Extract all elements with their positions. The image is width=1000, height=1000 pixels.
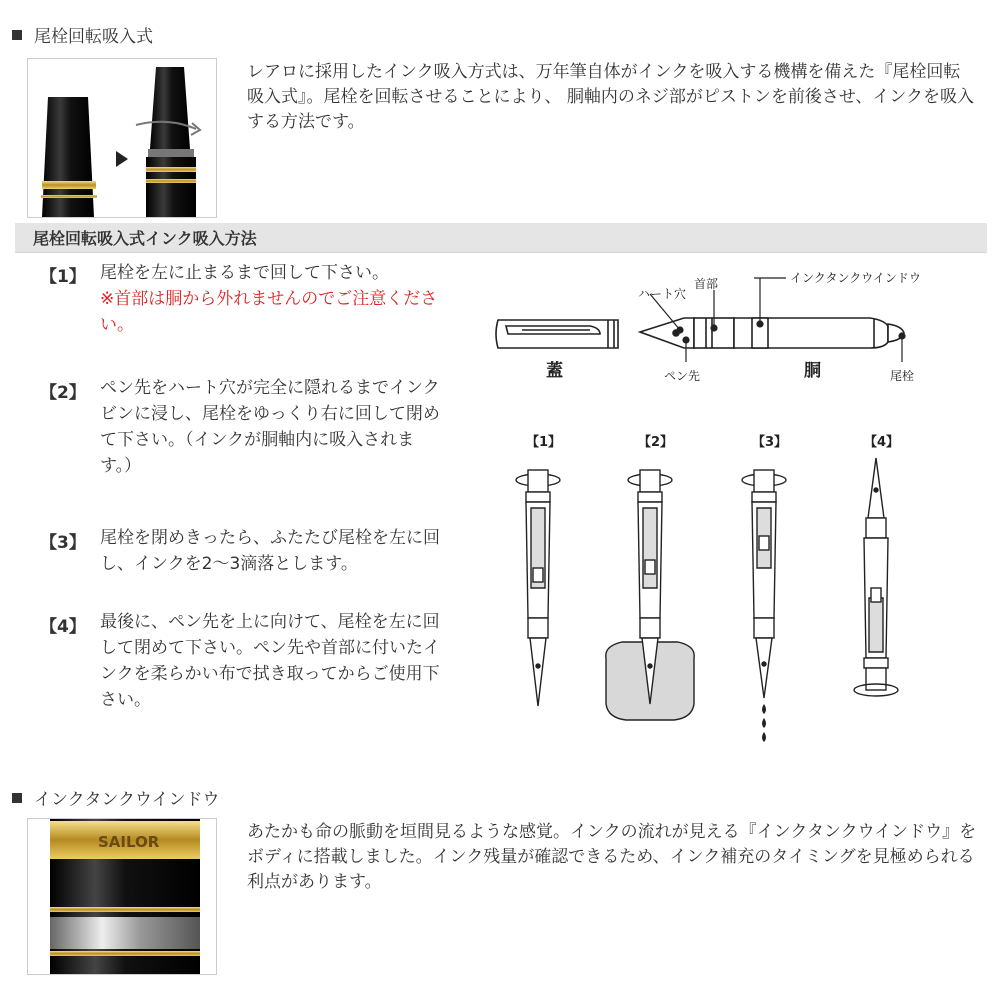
step-1-text [100,260,445,338]
ink-drops [762,704,766,742]
label-window: インクタンクウインドウ [790,271,921,285]
step-2-text: ペン先をハート穴が完全に隠れるまでインクビンに浸し、尾栓をゆっくり右に回して閉めて下さい。（インクが胴軸内に吸入されます。） [100,378,440,476]
diagram-step-3-label: 【3】 [752,435,788,450]
label-grip: 首部 [694,277,719,291]
method-heading-bar [15,223,987,253]
pen-step-2 [606,470,694,720]
step-4-number: 【4】 [40,617,86,637]
label-nib: ペン先 [664,369,701,383]
label-tail: 尾栓 [890,369,915,383]
label-cap: 蓋 [546,361,563,381]
ring-engraving: SAILOR [98,833,160,851]
step-1-instruction: 尾栓を左に止まるまで回して下さい。 [100,263,389,283]
bullet-square-icon [12,30,22,40]
diagram-step-4-label: 【4】 [864,435,900,450]
diagram-step-2-label: 【2】 [638,435,674,450]
step-2-number: 【2】 [40,383,86,403]
bullet-square-icon [12,793,22,803]
diagram-step-1-label: 【1】 [526,435,562,450]
section-title: インクタンクウインドウ [34,790,220,810]
method-title: 尾栓回転吸入式インク吸入方法 [33,229,257,248]
section-heading-piston [12,22,153,47]
step-3-text: 尾栓を閉めきったら、ふたたび尾栓を左に回し、インクを2〜3滴落とします。 [100,528,440,574]
step-3-number: 【3】 [40,533,86,553]
filling-steps-diagram [498,428,928,748]
step-1-number: 【1】 [40,267,86,287]
label-heart-hole: ハート穴 [638,287,687,301]
pen-step-3 [742,470,786,698]
section-heading-window [12,785,219,810]
piston-description: レアロに採用したインク吸入方式は、万年筆自体がインクを吸入する機構を備えた『尾栓回転吸入式』。尾栓を回転させることにより、 胴軸内のネジ部がピストンを前後させ、インクを吸入する方法です。 [247,62,975,132]
window-description: あたかも命の脈動を垣間見るような感覚。インクの流れが見える『インクタンクウインドウ』をボディに搭載しました。インク残量が確認できるため、インク補充のタイミングを見極められる利点があります。 [247,822,977,892]
pen-step-4 [854,458,898,696]
step-4-text: 最後に、ペン先を上に向けて、尾栓を左に回して閉めて下さい。ペン先や首部に付いたインクを柔らかい布で拭き取ってからご使用下さい。 [100,612,440,710]
label-barrel: 胴 [804,361,821,381]
pen-anatomy-diagram [490,262,930,392]
pen-step-1 [516,470,560,706]
piston-photo [27,58,217,218]
window-photo [27,818,217,975]
section-title: 尾栓回転吸入式 [34,27,153,47]
step-1-warning: ※首部は胴から外れませんのでご注意ください。 [100,289,438,335]
